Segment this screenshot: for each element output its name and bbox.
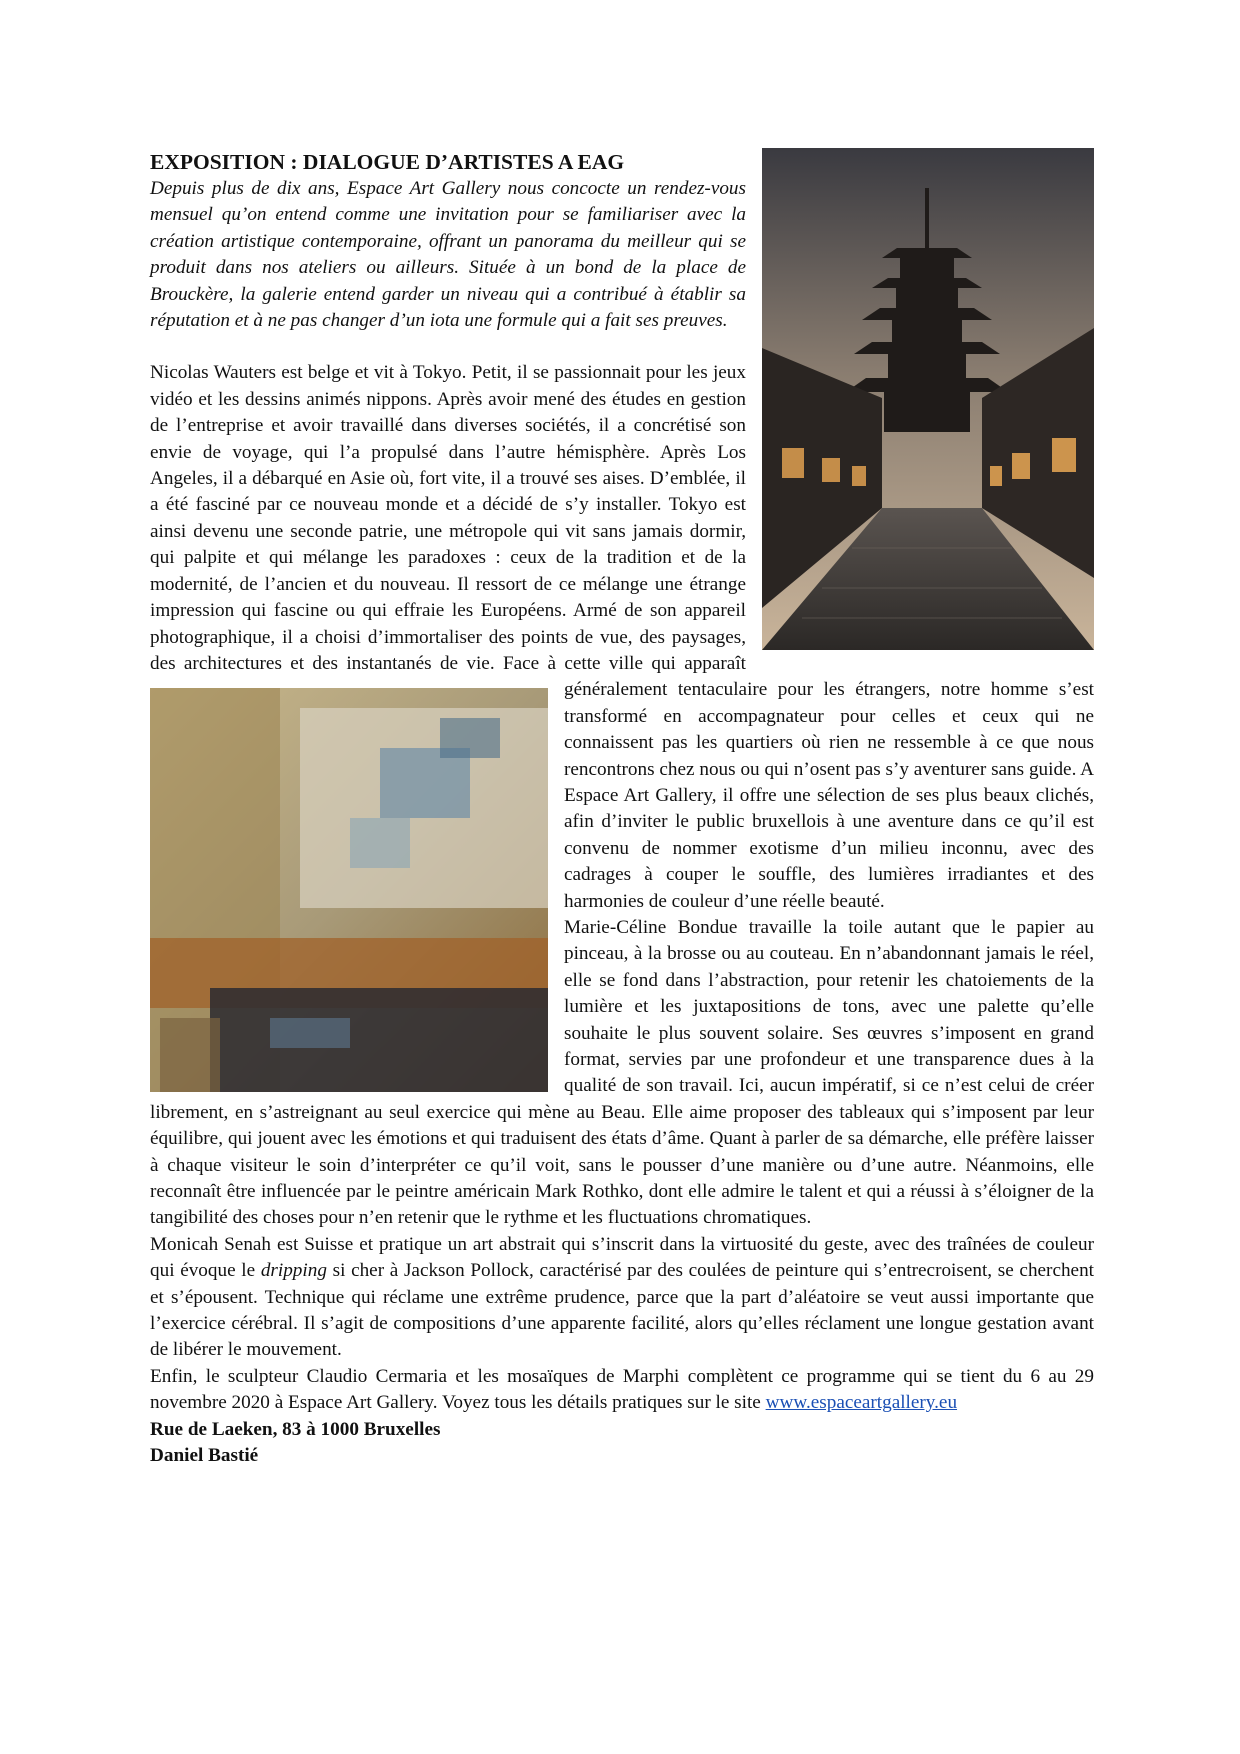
abstract-painting bbox=[150, 688, 548, 1092]
gallery-website-link[interactable]: www.espaceartgallery.eu bbox=[765, 1392, 958, 1414]
kyoto-pagoda-photo bbox=[762, 148, 1094, 650]
closing-text: Enfin, le sculpteur Claudio Cermaria et les mosaïques de Marphi complètent ce programme qui se tient du 6 au 29 novembre 2020 à Espace Art Gallery. Voyez tous les détails pratiques sur le site bbox=[150, 1365, 1094, 1414]
nicolas-wauters-text: Nicolas Wauters est belge et vit à Tokyo. Petit, il se passionnait pour les jeux vidéo et les dessins animés nippons. Après avoir mené des études en gestion de l’entreprise et avoir travaillé dans diverses sociétés, il a concrétisé son envie de voyage, qui l’a propulsé dans l’autre hémisphère. Après Los Angeles, il a débarqué en Asie où, fort vite, il a trouvé ses aises. D’emblée, il a été fasciné par ce nouveau monde et a décidé de s’y installer. Tokyo est ainsi devenu une seconde patrie, une métropole qui vit sans jamais dormir, qui palpite et qui mélange les paradoxes : ceux de la tradition et de la modernité, de l’ancien et du nouveau. Il ressort de ce mélange une étrange impression qui fascine ou qui effraie les Européens. Armé de son appareil photographique, il a choisi d’immortaliser des points de vue, des paysages, des architectures et des instantanés de vie. Face à cette ville qui apparaît généralement tentaculaire pour les étrangers, notre homme s’est transformé en accompagnateur pour celles et ceux qui ne connaissent pas les quartiers où rien ne ressemble à ce que nous rencontrons chez nous ou qui n’osent pas s’y aventurer sans guide. A Espace Art Gallery, il offre une sélection de ses plus beaux clichés, afin d’inviter le public bruxellois à une aventure dans ce qu’il est convenu de nommer exotisme d’un milieu inconnu, avec des cadrages à couper le souffle, des lumières irradiantes et des harmonies de couleur d’une réelle beauté. bbox=[150, 362, 1094, 912]
article-title: EXPOSITION : DIALOGUE D’ARTISTES A EAG bbox=[150, 150, 625, 174]
gallery-address: Rue de Laeken, 83 à 1000 Bruxelles bbox=[150, 1418, 441, 1440]
article-author: Daniel Bastié bbox=[150, 1445, 259, 1467]
intro-paragraph: Depuis plus de dix ans, Espace Art Gallery nous concocte un rendez-vous mensuel qu’on entend comme une invitation pour se familiariser avec la création artistique contemporaine, offrant un panorama du meilleur qui se produit dans nos ateliers ou ailleurs. Située à un bond de la place de Brouckère, la galerie entend garder un niveau qui a contribué à établir sa réputation et à ne pas changer d’un iota une formule qui a fait ses preuves. bbox=[150, 178, 746, 332]
dripping-term: dripping bbox=[260, 1260, 327, 1282]
monicah-text-1: Monicah Senah est Suisse et pratique un art abstrait qui s’inscrit dans la virtuosité du geste, avec des traînées de couleur qui évoque le bbox=[150, 1233, 1094, 1282]
paragraph-marie-celine-bondue: Marie-Céline Bondue travaille la toile autant que le papier au pinceau, à la brosse ou au couteau. En n’abandonnant jamais le réel, elle se fond dans l’abstraction, pour retenir les chatoiements de la lumière et les juxtapositions de tons, avec une palette qu’elle souhaite le plus souvent solaire. Ses œuvres s’imposent en grand format, servies par une profondeur et une transparence dues à la qualité de son travail. Ici, aucun impératif, si ce n’est celui de créer librement, en s’astreignant au seul exercice qui mène au Beau. Elle aime proposer des tableaux qui s’imposent par leur équilibre, qui jouent avec les émotions et qui traduisent des états d’âme. Quant à parler de sa démarche, elle préfère laisser à chaque visiteur le soin d’interpréter ce qu’il voit, sans le pousser d’une manière ou d’une autre. Néanmoins, elle reconnaît être influencée par le peintre américain Mark Rothko, dont elle admire le talent et qui a réussi à s’éloigner de la tangibilité des choses pour n’en retenir que le rythme et les fluctuations chromatiques. bbox=[150, 916, 1094, 1229]
paragraph-closing bbox=[150, 1364, 1094, 1417]
paragraph-monicah-senah bbox=[150, 1232, 1094, 1364]
monicah-text-2: si cher à Jackson Pollock, caractérisé par des coulées de peinture qui s’entrecroisent, se cherchent et s’épousent. Technique qui réclame une extrême prudence, parce que la part d’aléatoire se veut aussi importante que l’exercice cérébral. Il s’agit de compositions d’une apparente facilité, alors qu’elles réclament une longue gestation avant de libérer le mouvement. bbox=[150, 1260, 1094, 1361]
